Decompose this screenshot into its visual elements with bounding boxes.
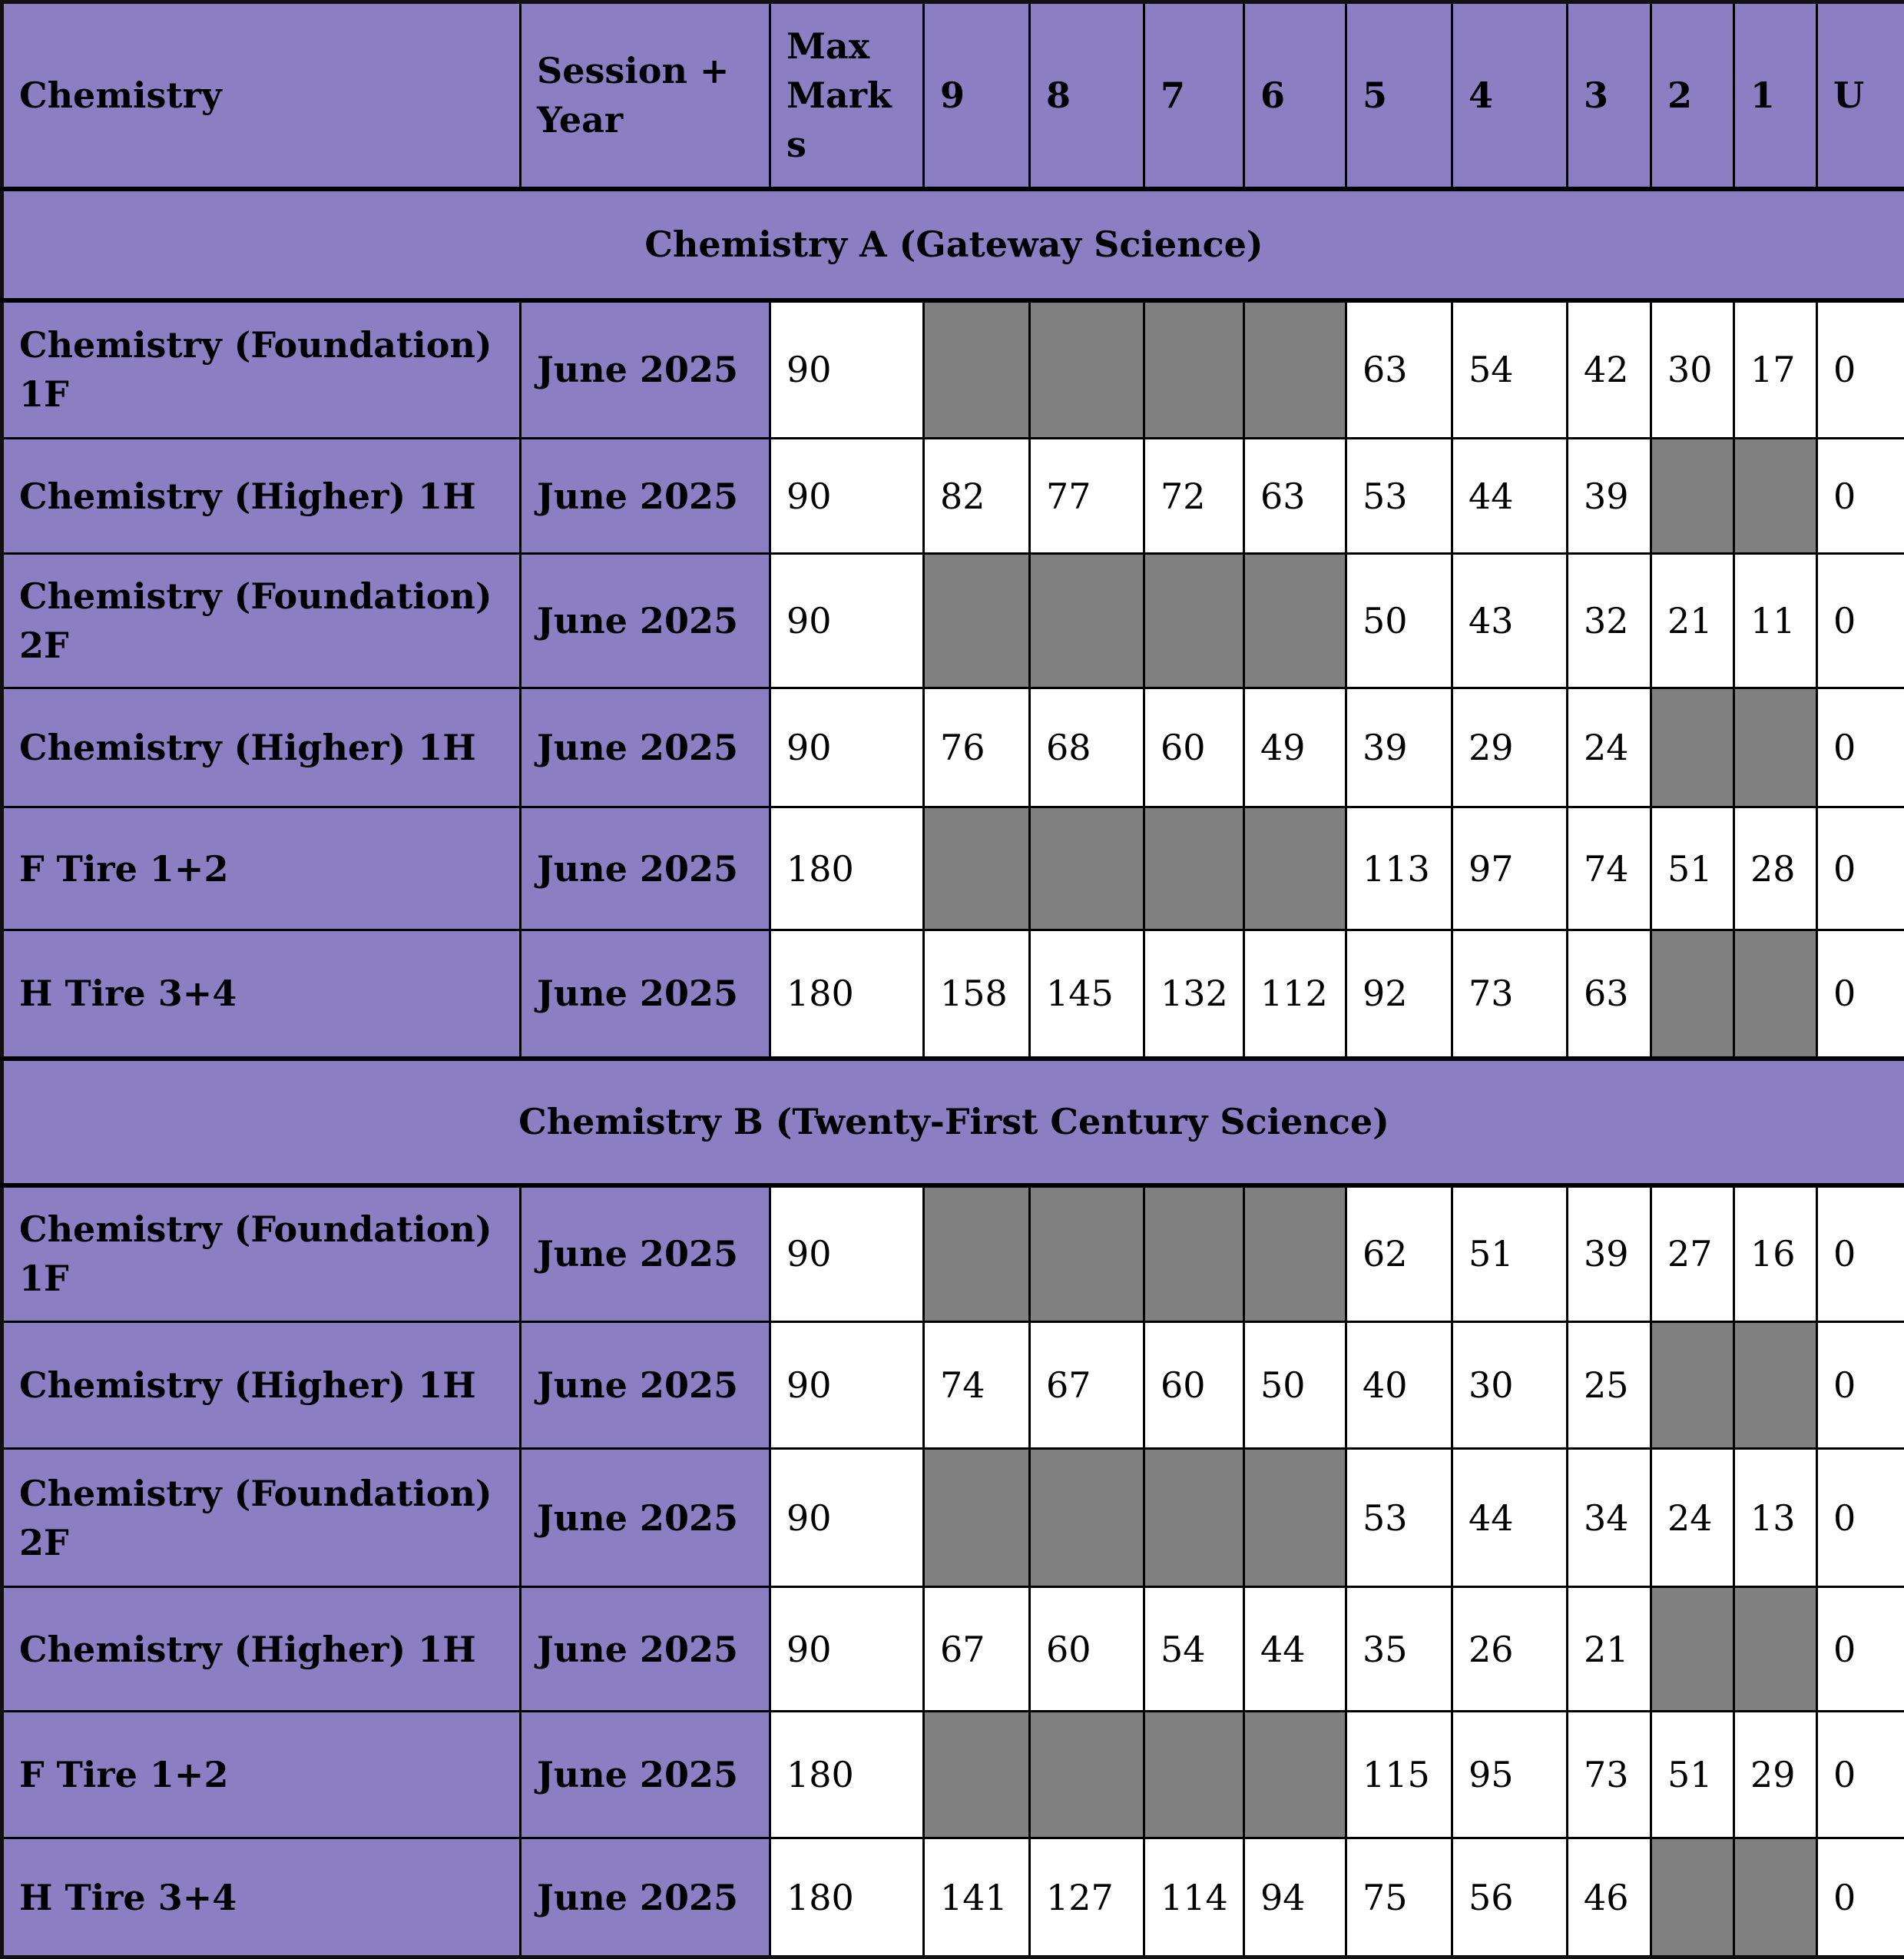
grade-4-cell: 73	[1452, 930, 1568, 1059]
grade-5-cell: 39	[1346, 688, 1452, 807]
grade-2-cell: 24	[1651, 1449, 1734, 1587]
session-year: June 2025	[521, 1322, 770, 1449]
grade-7-na-cell	[1144, 300, 1244, 439]
component-label: Chemistry (Foundation) 1F	[2, 1185, 521, 1322]
grade-6-na-cell	[1244, 554, 1346, 688]
section-title: Chemistry B (Twenty-First Century Science)	[2, 1059, 1904, 1185]
grade-7-cell: 60	[1144, 1322, 1244, 1449]
session-year: June 2025	[521, 1838, 770, 1957]
header-grade-9: 9	[924, 2, 1030, 189]
grade-1-cell: 29	[1734, 1712, 1817, 1838]
grade-u-cell: 0	[1817, 300, 1904, 439]
component-label: Chemistry (Higher) 1H	[2, 1322, 521, 1449]
header-grade-7: 7	[1144, 2, 1244, 189]
component-label: F Tire 1+2	[2, 1712, 521, 1838]
grade-9-cell: 82	[924, 439, 1030, 554]
grade-9-na-cell	[924, 554, 1030, 688]
max-marks-cell: 180	[770, 807, 924, 930]
grade-2-cell: 21	[1651, 554, 1734, 688]
header-subject: Chemistry	[2, 2, 521, 189]
component-label: Chemistry (Higher) 1H	[2, 1587, 521, 1712]
grade-1-na-cell	[1734, 439, 1817, 554]
header-grade-5: 5	[1346, 2, 1452, 189]
grade-3-cell: 24	[1568, 688, 1651, 807]
grade-5-cell: 75	[1346, 1838, 1452, 1957]
table-row	[2, 1587, 1904, 1712]
section-title: Chemistry A (Gateway Science)	[2, 189, 1904, 300]
grade-1-na-cell	[1734, 688, 1817, 807]
grade-9-cell: 67	[924, 1587, 1030, 1712]
grade-7-cell: 132	[1144, 930, 1244, 1059]
grade-9-na-cell	[924, 1712, 1030, 1838]
grade-3-cell: 39	[1568, 1185, 1651, 1322]
table-body	[2, 189, 1904, 1957]
grade-u-cell: 0	[1817, 1185, 1904, 1322]
grade-5-cell: 53	[1346, 439, 1452, 554]
table-row	[2, 439, 1904, 554]
grade-2-na-cell	[1651, 1838, 1734, 1957]
grade-1-na-cell	[1734, 1587, 1817, 1712]
max-marks-cell: 180	[770, 930, 924, 1059]
header-max-marks: Max Marks	[770, 2, 924, 189]
grade-6-na-cell	[1244, 1712, 1346, 1838]
grade-5-cell: 92	[1346, 930, 1452, 1059]
component-label: H Tire 3+4	[2, 930, 521, 1059]
max-marks-cell: 90	[770, 300, 924, 439]
grade-u-cell: 0	[1817, 1587, 1904, 1712]
grade-4-cell: 51	[1452, 1185, 1568, 1322]
max-marks-cell: 90	[770, 1322, 924, 1449]
grade-3-cell: 34	[1568, 1449, 1651, 1587]
table-row	[2, 1449, 1904, 1587]
header-grade-6: 6	[1244, 2, 1346, 189]
session-year: June 2025	[521, 1449, 770, 1587]
grade-u-cell: 0	[1817, 1838, 1904, 1957]
grade-7-na-cell	[1144, 1712, 1244, 1838]
grade-4-cell: 30	[1452, 1322, 1568, 1449]
grade-2-na-cell	[1651, 688, 1734, 807]
grade-9-na-cell	[924, 807, 1030, 930]
session-year: June 2025	[521, 439, 770, 554]
grade-7-cell: 72	[1144, 439, 1244, 554]
table-row	[2, 300, 1904, 439]
header-grade-3: 3	[1568, 2, 1651, 189]
grade-7-na-cell	[1144, 554, 1244, 688]
grade-u-cell: 0	[1817, 688, 1904, 807]
grade-7-na-cell	[1144, 1185, 1244, 1322]
component-label: Chemistry (Foundation) 2F	[2, 554, 521, 688]
grade-8-na-cell	[1030, 1185, 1144, 1322]
grade-3-cell: 63	[1568, 930, 1651, 1059]
table-row	[2, 1322, 1904, 1449]
max-marks-cell: 90	[770, 554, 924, 688]
table-row	[2, 930, 1904, 1059]
grade-3-cell: 42	[1568, 300, 1651, 439]
grade-6-na-cell	[1244, 807, 1346, 930]
session-year: June 2025	[521, 688, 770, 807]
grade-1-na-cell	[1734, 930, 1817, 1059]
table-row	[2, 688, 1904, 807]
component-label: F Tire 1+2	[2, 807, 521, 930]
grade-3-cell: 39	[1568, 439, 1651, 554]
grade-u-cell: 0	[1817, 439, 1904, 554]
grade-5-cell: 115	[1346, 1712, 1452, 1838]
max-marks-cell: 90	[770, 1587, 924, 1712]
grade-6-cell: 49	[1244, 688, 1346, 807]
grade-8-cell: 60	[1030, 1587, 1144, 1712]
grade-1-cell: 17	[1734, 300, 1817, 439]
grade-2-cell: 27	[1651, 1185, 1734, 1322]
header-session: Session + Year	[521, 2, 770, 189]
grade-5-cell: 113	[1346, 807, 1452, 930]
grade-5-cell: 35	[1346, 1587, 1452, 1712]
grade-8-cell: 145	[1030, 930, 1144, 1059]
table-row	[2, 1838, 1904, 1957]
table-row	[2, 1712, 1904, 1838]
grade-2-na-cell	[1651, 1322, 1734, 1449]
grade-3-cell: 46	[1568, 1838, 1651, 1957]
grade-6-na-cell	[1244, 1449, 1346, 1587]
grade-5-cell: 63	[1346, 300, 1452, 439]
max-marks-cell: 180	[770, 1712, 924, 1838]
grade-2-na-cell	[1651, 439, 1734, 554]
grade-6-cell: 63	[1244, 439, 1346, 554]
session-year: June 2025	[521, 1185, 770, 1322]
grade-5-cell: 40	[1346, 1322, 1452, 1449]
grade-9-na-cell	[924, 300, 1030, 439]
grade-3-cell: 32	[1568, 554, 1651, 688]
component-label: Chemistry (Higher) 1H	[2, 439, 521, 554]
max-marks-cell: 90	[770, 1185, 924, 1322]
grade-7-na-cell	[1144, 807, 1244, 930]
grade-u-cell: 0	[1817, 1449, 1904, 1587]
grade-4-cell: 43	[1452, 554, 1568, 688]
grade-4-cell: 54	[1452, 300, 1568, 439]
session-year: June 2025	[521, 300, 770, 439]
grade-1-cell: 16	[1734, 1185, 1817, 1322]
session-year: June 2025	[521, 1587, 770, 1712]
grade-4-cell: 29	[1452, 688, 1568, 807]
grade-1-cell: 28	[1734, 807, 1817, 930]
header-grade-u: U	[1817, 2, 1904, 189]
component-label: H Tire 3+4	[2, 1838, 521, 1957]
session-year: June 2025	[521, 1712, 770, 1838]
grade-2-na-cell	[1651, 1587, 1734, 1712]
grade-9-cell: 74	[924, 1322, 1030, 1449]
table-row	[2, 807, 1904, 930]
grade-7-cell: 60	[1144, 688, 1244, 807]
max-marks-cell: 90	[770, 1449, 924, 1587]
grade-8-na-cell	[1030, 807, 1144, 930]
grade-7-na-cell	[1144, 1449, 1244, 1587]
grade-1-na-cell	[1734, 1322, 1817, 1449]
grade-1-na-cell	[1734, 1838, 1817, 1957]
grade-2-cell: 51	[1651, 807, 1734, 930]
grade-u-cell: 0	[1817, 1712, 1904, 1838]
grade-8-cell: 68	[1030, 688, 1144, 807]
grade-3-cell: 73	[1568, 1712, 1651, 1838]
header-grade-4: 4	[1452, 2, 1568, 189]
grade-3-cell: 74	[1568, 807, 1651, 930]
section-header-row	[2, 1059, 1904, 1185]
grade-8-cell: 67	[1030, 1322, 1144, 1449]
header-grade-8: 8	[1030, 2, 1144, 189]
grade-8-na-cell	[1030, 1449, 1144, 1587]
grade-u-cell: 0	[1817, 1322, 1904, 1449]
max-marks-cell: 90	[770, 688, 924, 807]
grade-4-cell: 26	[1452, 1587, 1568, 1712]
grade-6-na-cell	[1244, 1185, 1346, 1322]
component-label: Chemistry (Higher) 1H	[2, 688, 521, 807]
table-row	[2, 554, 1904, 688]
header-grade-1: 1	[1734, 2, 1817, 189]
grade-2-na-cell	[1651, 930, 1734, 1059]
max-marks-cell: 90	[770, 439, 924, 554]
grade-9-cell: 158	[924, 930, 1030, 1059]
component-label: Chemistry (Foundation) 2F	[2, 1449, 521, 1587]
grade-1-cell: 13	[1734, 1449, 1817, 1587]
grade-6-cell: 44	[1244, 1587, 1346, 1712]
grade-4-cell: 56	[1452, 1838, 1568, 1957]
grade-1-cell: 11	[1734, 554, 1817, 688]
grade-3-cell: 25	[1568, 1322, 1651, 1449]
header-row	[2, 2, 1904, 189]
grade-2-cell: 51	[1651, 1712, 1734, 1838]
table-row	[2, 1185, 1904, 1322]
grade-u-cell: 0	[1817, 554, 1904, 688]
grade-4-cell: 44	[1452, 439, 1568, 554]
grade-2-cell: 30	[1651, 300, 1734, 439]
grade-7-cell: 54	[1144, 1587, 1244, 1712]
grade-8-cell: 127	[1030, 1838, 1144, 1957]
component-label: Chemistry (Foundation) 1F	[2, 300, 521, 439]
grade-6-cell: 50	[1244, 1322, 1346, 1449]
grade-8-na-cell	[1030, 300, 1144, 439]
grade-5-cell: 53	[1346, 1449, 1452, 1587]
grade-7-cell: 114	[1144, 1838, 1244, 1957]
grade-8-na-cell	[1030, 554, 1144, 688]
grade-8-cell: 77	[1030, 439, 1144, 554]
grade-5-cell: 50	[1346, 554, 1452, 688]
grade-8-na-cell	[1030, 1712, 1144, 1838]
grade-3-cell: 21	[1568, 1587, 1651, 1712]
grade-9-na-cell	[924, 1449, 1030, 1587]
grade-4-cell: 44	[1452, 1449, 1568, 1587]
grade-9-cell: 76	[924, 688, 1030, 807]
grade-9-cell: 141	[924, 1838, 1030, 1957]
grade-4-cell: 95	[1452, 1712, 1568, 1838]
session-year: June 2025	[521, 930, 770, 1059]
grade-5-cell: 62	[1346, 1185, 1452, 1322]
grade-4-cell: 97	[1452, 807, 1568, 930]
grade-6-cell: 112	[1244, 930, 1346, 1059]
grade-6-na-cell	[1244, 300, 1346, 439]
grade-u-cell: 0	[1817, 807, 1904, 930]
session-year: June 2025	[521, 807, 770, 930]
session-year: June 2025	[521, 554, 770, 688]
header-grade-2: 2	[1651, 2, 1734, 189]
grade-9-na-cell	[924, 1185, 1030, 1322]
max-marks-cell: 180	[770, 1838, 924, 1957]
section-header-row	[2, 189, 1904, 300]
grade-u-cell: 0	[1817, 930, 1904, 1059]
grade-6-cell: 94	[1244, 1838, 1346, 1957]
